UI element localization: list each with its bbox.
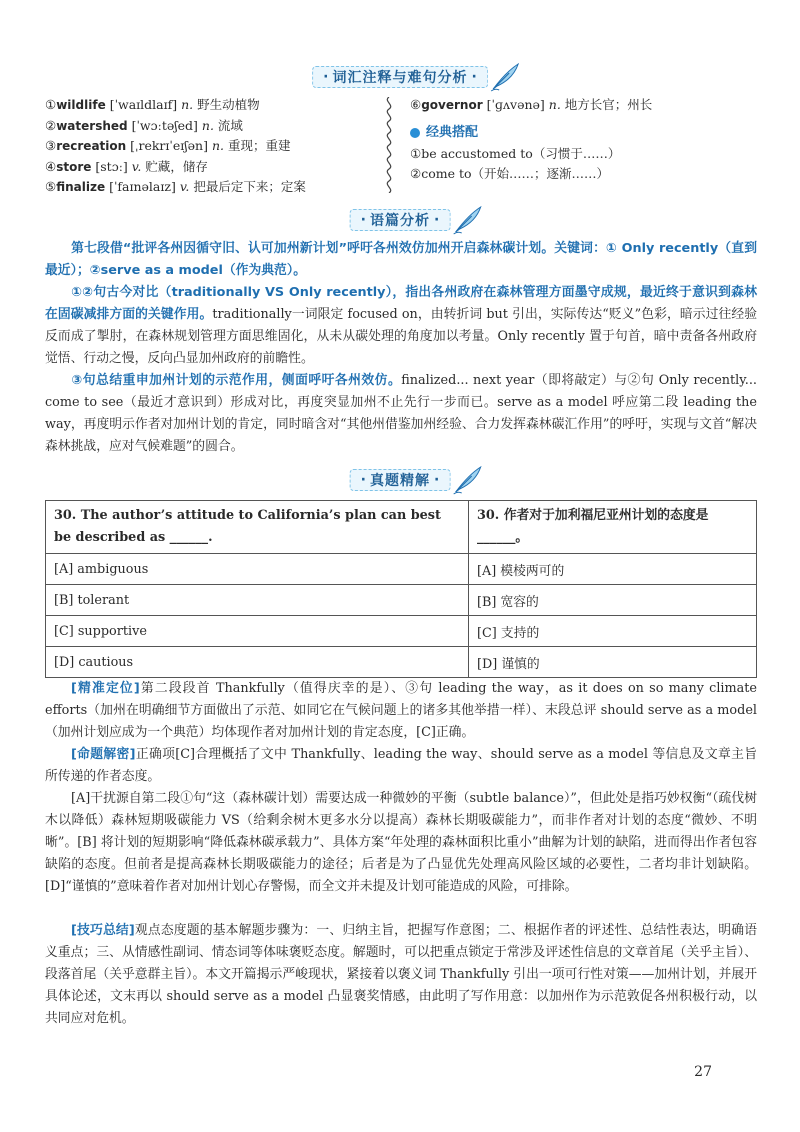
question-stem-cn: 30. 作者对于加利福尼亚州计划的态度是______。: [469, 501, 757, 554]
page-number: 27: [694, 1064, 712, 1080]
option-a-cn: [A] 模棱两可的: [469, 554, 757, 585]
vocab-list-right: [410, 95, 755, 185]
locate-tag: [精准定位]: [71, 681, 140, 696]
vocab-banner: · 词汇注释与难句分析 ·: [0, 60, 800, 94]
collocation-item: ①be accustomed to（习惯于……）: [410, 145, 621, 161]
explanation-skill: [技巧总结]观点态度题的基本解题步骤为：一、归纳主旨，把握写作意图；二、根据作者的评述性、总结性表达，明确语义重点；三、从情感性副词、情态词等体味褒贬态度。解题时，可以把重点锁定于常涉及评述性信息的文章首尾（关乎主旨）、段落首尾（关乎意群主旨）。本文开篇揭示严峻现状，紧接着以褒义词 Thankfully 引出一项可行性对策——加州计划，并展开具体论述，文末再以 should serve as a model 凸显褒奖情感，由此明了写作用意：以加州作为示范敦促各州积极行动，以共同应对危机。: [45, 923, 758, 1026]
table-row: [46, 501, 757, 554]
option-b-en: [B] tolerant: [46, 585, 469, 616]
question-stem-en: 30. The author’s attitude to California’s plan can best be described as ______.: [46, 501, 469, 554]
option-c-en: [C] supportive: [46, 616, 469, 647]
skill-tag: [技巧总结]: [71, 923, 135, 938]
collocation-item: ②come to（开始……；逐渐……）: [410, 166, 610, 181]
option-d-cn: [D] 谨慎的: [469, 647, 757, 678]
analysis-paragraph-3: ③句总结重申加州计划的示范作用，侧面呼吁各州效仿。finalized... next year（即将敲定）与②句 Only recently... come to see（最近才意识到）形成对比，再度突显加州不止先行一步而已。serve as a model 呼应第二段 leading the way，再度明示作者对加州计划的肯定，同时暗含对“其他州借鉴加州经验、合力发挥森林碳汇作用”的呼吁，实现与文首“解决森林挑战，应对气候难题”的圆合。: [45, 373, 757, 454]
table-row: [46, 647, 757, 678]
vocab-banner-title: 词汇注释与难句分析: [332, 70, 468, 86]
quill-icon: [489, 61, 521, 93]
collocation-title: 经典搭配: [410, 122, 755, 144]
option-c-cn: [C] 支持的: [469, 616, 757, 647]
table-row: [46, 554, 757, 585]
option-d-en: [D] cautious: [46, 647, 469, 678]
passage-banner: · 语篇分析 ·: [0, 203, 800, 237]
analysis-paragraph-2: ①②句古今对比（traditionally VS Only recently），指出各州政府在森林管理方面墨守成规，最近终于意识到森林在固碳减排方面的关键作用。traditionally一词限定 focused on，由转折词 but 引出，实际传达“贬义”色彩，暗示过往经验反而成了掣肘，在森林规划管理方面思维固化，从未从碳处理的角度加以考量。Only recently 置于句首，暗中责备各州政府觉悟、行动之慢，反向凸显加州政府的前瞻性。: [45, 285, 757, 366]
vocab-item: ⑥governor [ˈɡʌvənə] n. 地方长官；州长: [410, 97, 653, 112]
quill-icon: [451, 204, 483, 236]
vocab-item: ③recreation [ˌrekrɪˈeɪʃən] n. 重现；重建: [45, 138, 291, 153]
vocab-item: ④store [stɔː] v. 贮藏，储存: [45, 158, 208, 174]
option-a-en: [A] ambiguous: [46, 554, 469, 585]
vocab-section: [45, 95, 755, 205]
table-row: [46, 616, 757, 647]
passage-banner-title: 语篇分析: [370, 213, 430, 229]
quill-icon: [451, 464, 483, 496]
vocab-item: ①wildlife [ˈwaɪldlaɪf] n. 野生动植物: [45, 97, 260, 112]
vocab-item: ⑤finalize [ˈfaɪnəlaɪz] v. 把最后定下来；定案: [45, 179, 306, 194]
explanation-locate: [精准定位]第二段段首 Thankfully（值得庆幸的是）、③句 leading the way，as it does on so many climate efforts（加州在明确细节方面做出了示范、如同它在气候问题上的诸多其他举措一样）、末段总评 should serve as a model（加州计划应成为一个典范）均体现作者对加州计划的肯定态度，[C]正确。: [45, 681, 757, 740]
bullet-icon: [410, 128, 420, 138]
table-row: [46, 585, 757, 616]
question-banner-title: 真题精解: [370, 473, 430, 489]
explanation-decode: [命题解密]正确项[C]合理概括了文中 Thankfully、leading the way、should serve as a model 等信息及文章主旨所传递的作者态度。: [45, 747, 757, 784]
decode-tag: [命题解密]: [71, 747, 136, 762]
spiral-divider-icon: [382, 97, 396, 193]
vocab-item: ②watershed [ˈwɔːtəʃed] n. 流域: [45, 117, 243, 133]
option-b-cn: [B] 宽容的: [469, 585, 757, 616]
question-table: [45, 500, 757, 678]
analysis-paragraph-1: 第七段借“批评各州因循守旧、认可加州新计划”呼吁各州效仿加州开启森林碳计划。关键词：① Only recently（直到最近）；②serve as a model（作为典范）。: [45, 241, 757, 278]
question-banner: · 真题精解 ·: [0, 463, 800, 497]
explanation-distractors: [A]干扰源自第二段①句“这（森林碳计划）需要达成一种微妙的平衡（subtle balance）”，但此处是指巧妙权衡“（疏伐树木以降低）森林短期吸碳能力 VS（给剩余树木更多水分以提高）森林长期吸碳能力”，而非作者对计划的态度“微妙、不明晰”。[B] 将计划的短期影响“降低森林碳承载力”、具体方案“年处理的森林面积比重小”曲解为计划的缺陷，进而得出作者包容缺陷的态度。但前者是提高森林长期吸碳能力的途径；后者是为了凸显优先处理高风险区域的必要性，二者均非计划缺陷。[D]“谨慎的”意味着作者对加州计划心存警惕，而全文并未提及计划可能造成的风险，可排除。: [45, 791, 757, 894]
vocab-list-left: [45, 95, 385, 198]
